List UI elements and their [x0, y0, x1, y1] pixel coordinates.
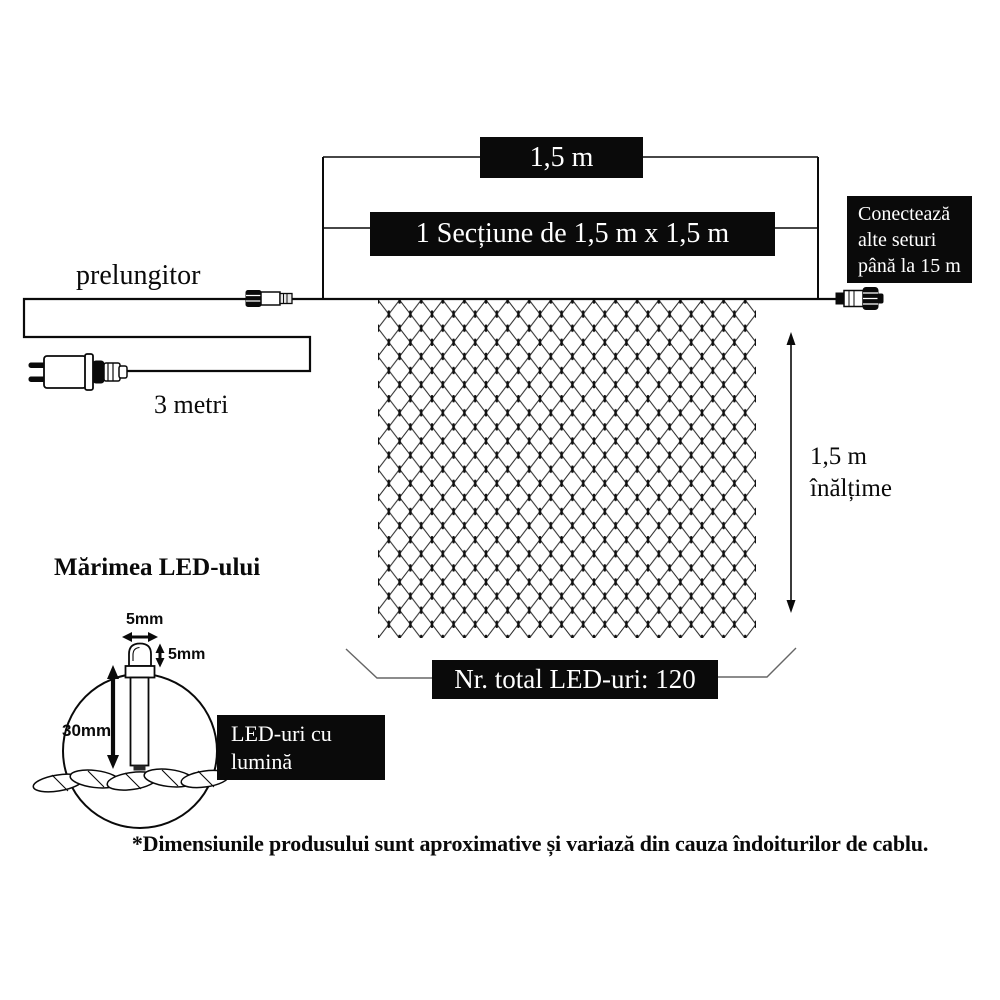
twisted-wire-icon [32, 767, 230, 795]
total-leds-box [432, 660, 718, 699]
bulb-width-label: 5mm [126, 611, 164, 628]
bulb-height-arrow [156, 644, 165, 668]
led-note-box [217, 715, 385, 802]
bulb-length-label: 30mm [62, 721, 112, 740]
led-note-line1: LED-uri cu lumină [231, 721, 332, 774]
cord-length-label: 3 metri [154, 390, 229, 419]
height-arrow [787, 332, 796, 613]
connect-note-line2: alte seturi [858, 229, 937, 251]
total-leds-label: Nr. total LED-uri: 120 [454, 664, 696, 694]
section-label: 1 Secțiune de 1,5 m x 1,5 m [415, 218, 730, 249]
led-net-graphic [378, 300, 756, 638]
width-label: 1,5 m [529, 141, 594, 173]
height-value: 1,5 m [810, 443, 867, 470]
bulb-width-arrow [122, 632, 158, 642]
extension-label: prelungitor [76, 260, 201, 291]
height-label [810, 441, 892, 505]
connect-note-line1: Conectează [858, 203, 951, 225]
end-connector-icon [836, 288, 883, 310]
inline-connector-icon [246, 291, 292, 307]
height-word: înălțime [810, 475, 892, 502]
led-note-line2: puternică [231, 777, 313, 802]
connect-note-line3: până la 15 m [858, 255, 961, 277]
power-plug-icon [29, 354, 127, 390]
led-bulb-shape [126, 644, 155, 771]
bulb-height-label: 5mm [168, 646, 206, 663]
led-size-heading: Mărimea LED-ului [54, 554, 261, 581]
section-label-box [370, 212, 775, 256]
footnote-text: *Dimensiunile produsului sunt aproximative și variază din cauza îndoiturilor de cablu. [131, 831, 929, 856]
width-label-box [480, 137, 643, 178]
connect-note-box [847, 196, 972, 283]
